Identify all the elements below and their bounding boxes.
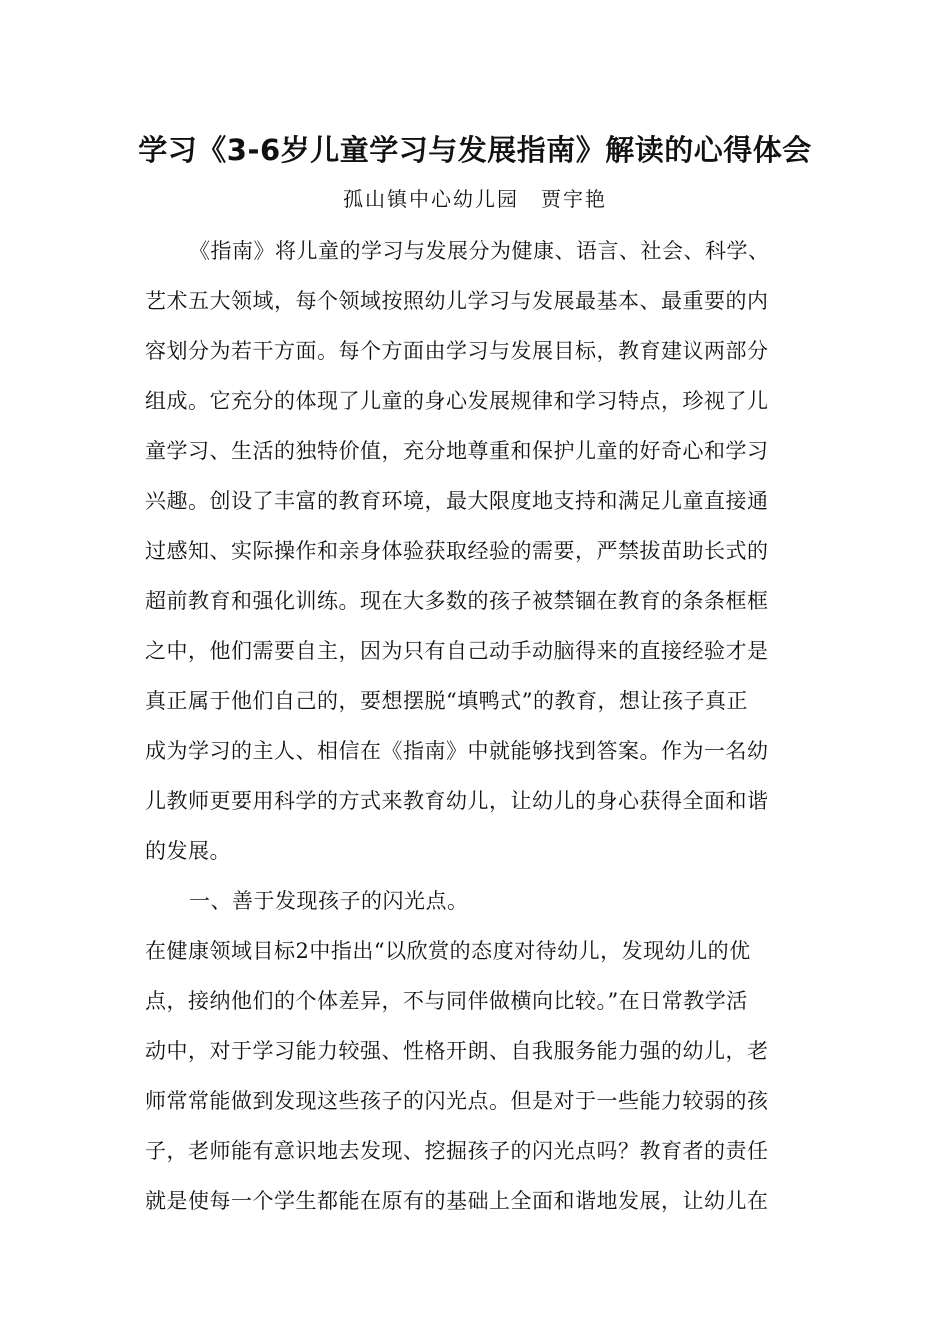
paragraph-intro: [145, 226, 805, 1226]
text-line: 真正属于他们自己的，要想摆脱“填鸭式”的教育，想让孩子真正: [145, 689, 748, 713]
section-heading: 一、善于发现孩子的闪光点。: [189, 889, 469, 913]
text-line: 就是使每一个学生都能在原有的基础上全面和谐地发展，让幼儿在: [145, 1189, 769, 1213]
text-line: 兴趣。创设了丰富的教育环境，最大限度地支持和满足儿童直接通: [145, 489, 769, 513]
text-line: 师常常能做到发现这些孩子的闪光点。但是对于一些能力较弱的孩: [145, 1089, 769, 1113]
byline-author: 贾宇艳: [541, 187, 607, 211]
text-line: 儿教师更要用科学的方式来教育幼儿，让幼儿的身心获得全面和谐: [145, 789, 769, 813]
text-line: 子，老师能有意识地去发现、挖掘孩子的闪光点吗？教育者的责任: [145, 1139, 769, 1163]
text-line: 在健康领域目标2中指出“以欣赏的态度对待幼儿，发现幼儿的优: [145, 939, 751, 963]
text-line: 的发展。: [145, 839, 231, 863]
text-line: 之中，他们需要自主，因为只有自己动手动脑得来的直接经验才是: [145, 639, 769, 663]
text-line: 容划分为若干方面。每个方面由学习与发展目标，教育建议两部分: [145, 339, 769, 363]
text-line: 艺术五大领域，每个领域按照幼儿学习与发展最基本、最重要的内: [145, 289, 769, 313]
document-byline: [0, 182, 950, 216]
text-line: 动中，对于学习能力较强、性格开朗、自我服务能力强的幼儿，老: [145, 1039, 769, 1063]
text-line: 成为学习的主人、相信在《指南》中就能够找到答案。作为一名幼: [145, 739, 769, 763]
text-line: 童学习、生活的独特价值，充分地尊重和保护儿童的好奇心和学习: [145, 439, 769, 463]
text-line: 《指南》将儿童的学习与发展分为健康、语言、社会、科学、: [189, 239, 770, 263]
text-line: 过感知、实际操作和亲身体验获取经验的需要，严禁拔苗助长式的: [145, 539, 769, 563]
text-line: 组成。它充分的体现了儿童的身心发展规律和学习特点，珍视了儿: [145, 389, 769, 413]
byline-organization: 孤山镇中心幼儿园: [343, 187, 519, 211]
text-line: 超前教育和强化训练。现在大多数的孩子被禁锢在教育的条条框框: [145, 589, 769, 613]
document-title: 学习《3-6岁儿童学习与发展指南》解读的心得体会: [138, 133, 812, 167]
text-line: 点，接纳他们的个体差异，不与同伴做横向比较。”在日常教学活: [145, 989, 748, 1013]
